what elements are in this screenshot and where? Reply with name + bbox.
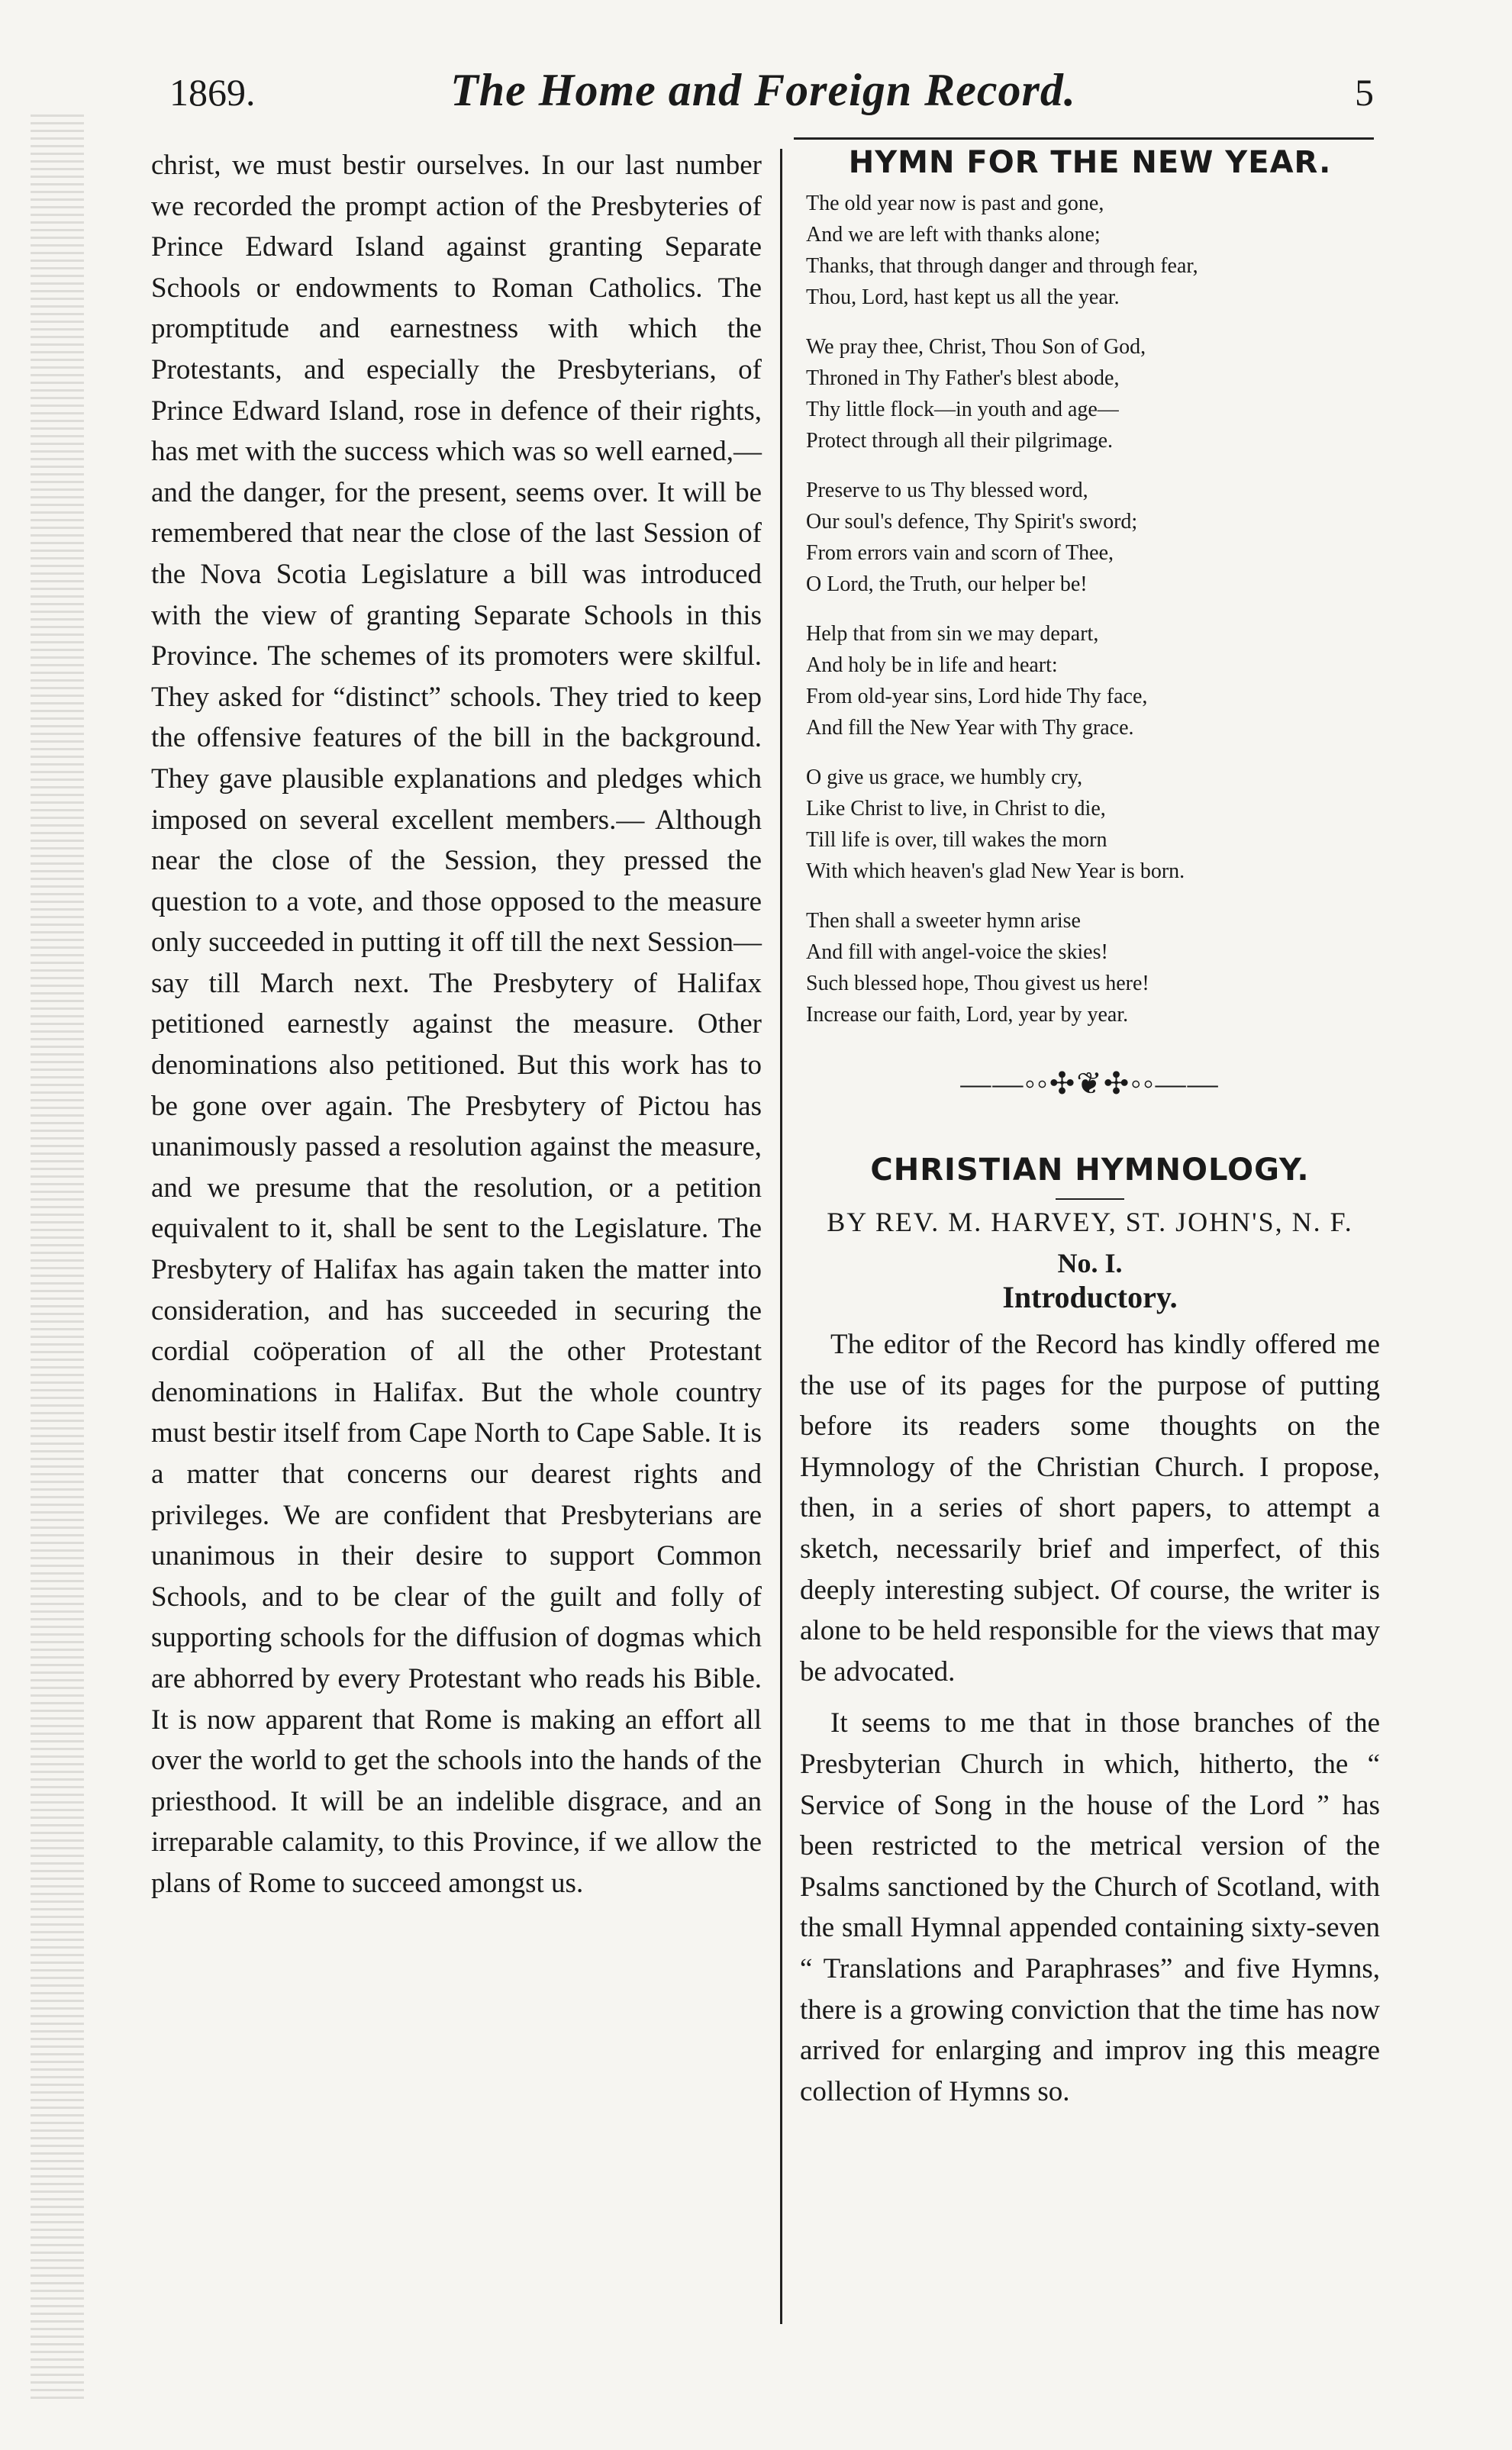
hymn-stanza <box>806 475 1380 600</box>
hymn-stanza <box>806 331 1380 456</box>
page-number: 5 <box>1355 71 1374 114</box>
hymn-stanza <box>806 618 1380 743</box>
hymn-title: HYMN FOR THE NEW YEAR. <box>848 145 1332 180</box>
hymn-line: Throned in Thy Father's blest abode, <box>806 366 1120 390</box>
hymn-line: Our soul's defence, Thy Spirit's sword; <box>806 510 1138 534</box>
hymn-line: Such blessed hope, Thou givest us here! <box>806 972 1149 995</box>
ornament-divider: ——◦◦✣❦✣◦◦—— <box>960 1066 1220 1101</box>
hymn-line: With which heaven's glad New Year is born. <box>806 859 1185 883</box>
left-column-article <box>151 145 762 1904</box>
hymn-line: O Lord, the Truth, our helper be! <box>806 572 1088 596</box>
hymn-line: We pray thee, Christ, Thou Son of God, <box>806 335 1146 359</box>
byline: BY REV. M. HARVEY, ST. JOHN'S, N. F. <box>827 1207 1353 1237</box>
hymn-stanzas <box>800 188 1380 1030</box>
hymn-stanza <box>806 188 1380 313</box>
hymn-stanza <box>806 762 1380 887</box>
right-column <box>800 145 1380 2112</box>
hymn-line: Thanks, that through danger and through fear, <box>806 254 1198 278</box>
hymn-line: And fill with angel-voice the skies! <box>806 940 1108 964</box>
hymn-line: And fill the New Year with Thy grace. <box>806 716 1134 740</box>
hymn-line: And we are left with thanks alone; <box>806 223 1101 247</box>
header-year: 1869. <box>169 71 256 114</box>
journal-title: The Home and Foreign Record. <box>450 65 1076 115</box>
hymn-line: From old-year sins, Lord hide Thy face, <box>806 685 1148 708</box>
hymn-line: Help that from sin we may depart, <box>806 622 1099 646</box>
hymn-line: Preserve to us Thy blessed word, <box>806 479 1088 502</box>
hymnology-body <box>800 1324 1380 2112</box>
paper-subtitle: Introductory. <box>1002 1280 1178 1314</box>
right-column-top-rule <box>794 137 1374 140</box>
hymn-line: Till life is over, till wakes the morn <box>806 828 1107 852</box>
hymn-line: Thy little flock—in youth and age— <box>806 398 1119 421</box>
hymn-line: Then shall a sweeter hymn arise <box>806 909 1081 933</box>
hymn-line: Increase our faith, Lord, year by year. <box>806 1003 1129 1027</box>
section-title: CHRISTIAN HYMNOLOGY. <box>870 1152 1310 1188</box>
hymn-line: The old year now is past and gone, <box>806 192 1104 215</box>
paragraph-2: It seems to me that in those branches of the Presbyterian Church in which, hitherto, the “ Service of Song in the house of the Lord ” has been restricted to the metrical version of the Psalms sanctioned by the Church of Scotland, with the small Hymnal appended containing sixty-seven “ Translations and Paraphrases” and five Hymns, there is a growing conviction that the time has now arrived for enlarging and improv ing this meagre collection of Hymns so. <box>800 1707 1380 2107</box>
paper-number: No. I. <box>1057 1248 1123 1278</box>
hymn-line: From errors vain and scorn of Thee, <box>806 541 1114 565</box>
hymn-line: Protect through all their pilgrimage. <box>806 429 1114 453</box>
hymn-line: O give us grace, we humbly cry, <box>806 766 1083 789</box>
hymn-line: And holy be in life and heart: <box>806 653 1058 677</box>
short-rule <box>1056 1198 1124 1200</box>
hymn-line: Like Christ to live, in Christ to die, <box>806 797 1106 820</box>
hymn-line: Thou, Lord, hast kept us all the year. <box>806 285 1120 309</box>
hymn-stanza <box>806 905 1380 1030</box>
column-divider <box>780 149 782 2324</box>
paragraph-1: The editor of the Record has kindly offered me the use of its pages for the purpose of putting before its readers some thoughts on the Hymnology of the Christian Church. I propose, then, in a series of short papers, to attempt a sketch, necessarily brief and imperfect, of this deeply interesting subject. Of course, the writer is alone to be held responsible for the views that may be advocated. <box>800 1329 1380 1688</box>
scanned-margin-shadow <box>31 114 84 2404</box>
page-header <box>153 53 1374 145</box>
left-article-text: christ, we must bestir ourselves. In our last number we recorded the prompt action of the Presbyteries of Prince Edward Island against granting Separate Schools or endowments to Roman Catholics. The promptitude and earnestness with which the Protestants, and especially the Presbyterians, of Prince Edward Island, rose in defence of their rights, has met with the success which was so well earned,—and the danger, for the present, seems over. It will be remembered that near the close of the last Session of the Nova Scotia Legislature a bill was introduced with the view of granting Separate Schools in this Province. The schemes of its promoters were skilful. They asked for “distinct” schools. They tried to keep the offensive features of the bill in the background. They gave plausible explanations and pledges which imposed on several excellent members.— Although near the close of the Session, they pressed the question to a vote, and those opposed to the measure only succeeded in putting it off till the next Session—say till March next. The Presbytery of Halifax petitioned earnestly against the measure. Other denominations also petitioned. But this work has to be gone over again. The Presbytery of Pictou has unanimously passed a resolution against the measure, and we presume that the resolution, or a petition equivalent to it, shall be sent to the Legislature. The Presbytery of Halifax has again taken the matter into consideration, and has succeeded in securing the cordial coöperation of all the other Protestant denominations in Halifax. But the whole country must bestir itself from Cape North to Cape Sable. It is a matter that concerns our dearest rights and privileges. We are confident that Presbyterians are unanimous in their desire to support Common Schools, and to be clear of the guilt and folly of supporting schools for the diffusion of dogmas which are abhorred by every Protestant who reads his Bible. It is now apparent that Rome is making an effort all over the world to get the schools into the hands of the priesthood. It will be an indelible disgrace, and an irreparable calamity, to this Province, if we allow the plans of Rome to succeed amongst us. <box>151 150 762 1899</box>
